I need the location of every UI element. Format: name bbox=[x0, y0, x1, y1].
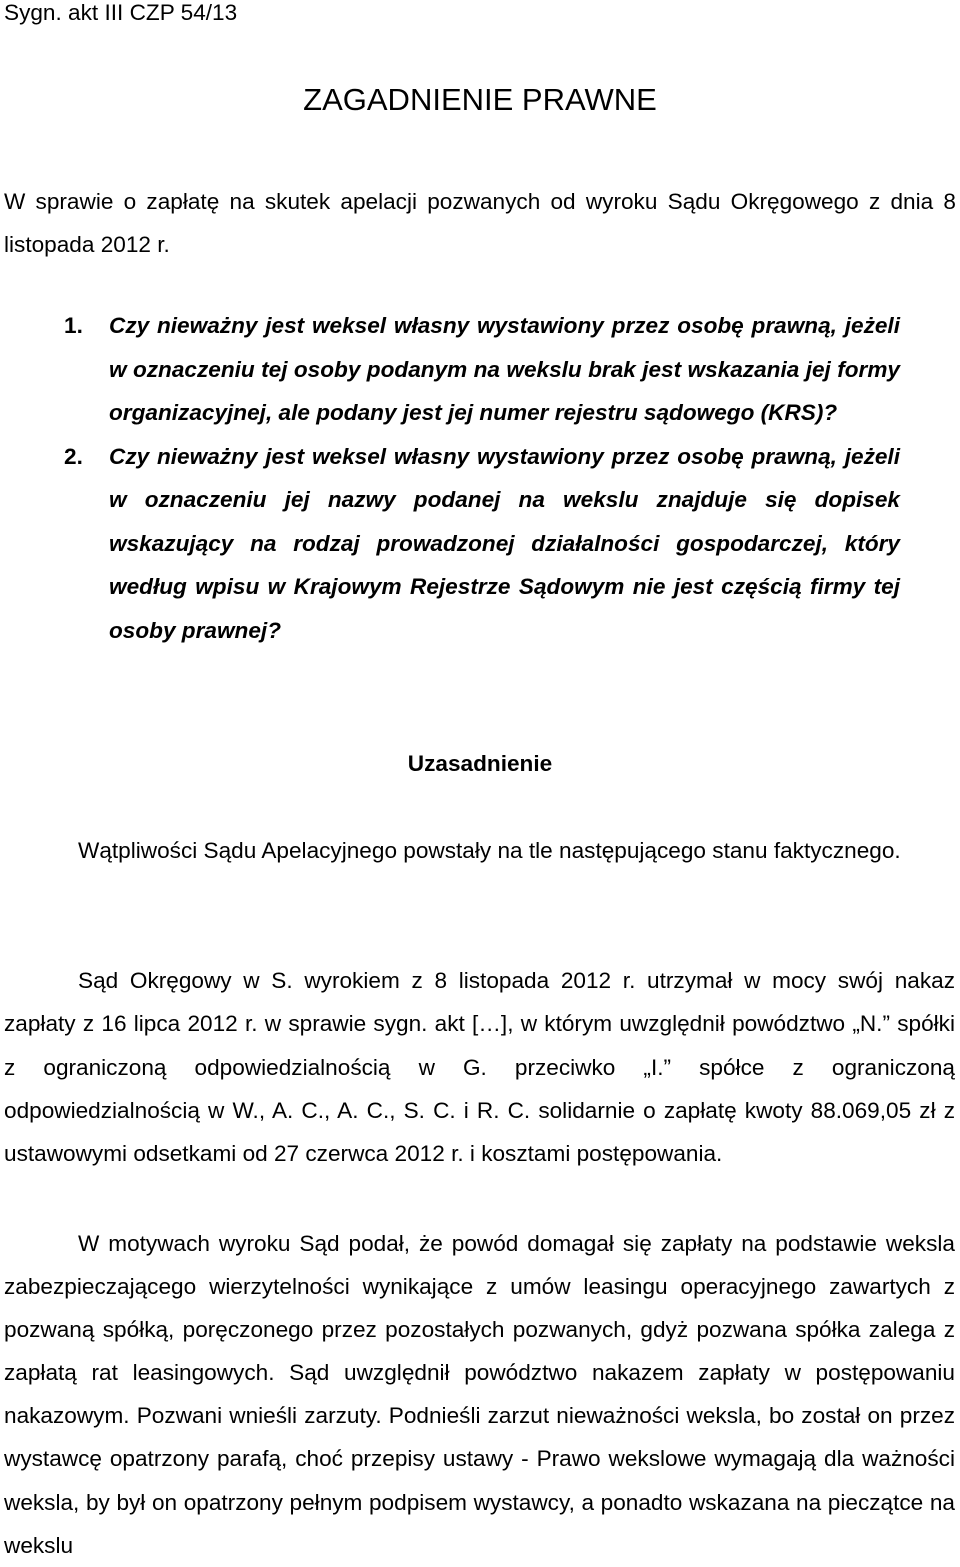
intro-paragraph: W sprawie o zapłatę na skutek apelacji pozwanych od wyroku Sądu Okręgowego z dnia 8 listopada 2012 r. bbox=[4, 189, 956, 257]
legal-questions bbox=[64, 304, 900, 652]
question-item bbox=[64, 435, 900, 653]
question-number: 1. bbox=[64, 313, 83, 338]
case-number: Sygn. akt III CZP 54/13 bbox=[4, 0, 238, 25]
body-paragraph: Wątpliwości Sądu Apelacyjnego powstały na tle następującego stanu faktycznego. bbox=[78, 838, 901, 863]
question-text: Czy nieważny jest weksel własny wystawiony przez osobę prawną, jeżeli w oznaczeniu tej osoby podanym na wekslu brak jest wskazania jej formy organizacyjnej, ale podany jest jej numer rejestru sądowego (KRS)? bbox=[109, 313, 900, 425]
body-paragraph: W motywach wyroku Sąd podał, że powód domagał się zapłaty na podstawie weksla zabezpieczającego wierzytelności wynikające z umów leasingu operacyjnego zawartych z pozwaną spółką, poręczonego przez pozostałych pozwanych, gdyż pozwana spółka zalega z zapłatą rat leasingowych. Sąd uwzględnił powództwo nakazem zapłaty w postępowaniu nakazowym. Pozwani wnieśli zarzuty. Podnieśli zarzut nieważności weksla, bo został on przez wystawcę opatrzony parafą, choć przepisy ustawy - Prawo wekslowe wymagają dla ważności weksla, by był on opatrzony pełnym podpisem wystawcy, a ponadto wskazana na pieczątce na wekslu bbox=[4, 1231, 955, 1558]
question-text: Czy nieważny jest weksel własny wystawiony przez osobę prawną, jeżeli w oznaczeniu jej nazwy podanej na wekslu znajduje się dopisek wskazujący na rodzaj prowadzonej działalności gospodarczej, który według wpisu w Krajowym Rejestrze Sądowym nie jest częścią firmy tej osoby prawnej? bbox=[109, 443, 900, 643]
section-title: Uzasadnienie bbox=[407, 751, 553, 776]
question-item bbox=[64, 304, 900, 435]
question-number: 2. bbox=[64, 443, 83, 469]
document-title: ZAGADNIENIE PRAWNE bbox=[303, 82, 657, 117]
body-paragraph: Sąd Okręgowy w S. wyrokiem z 8 listopada 2012 r. utrzymał w mocy swój nakaz zapłaty z 16 lipca 2012 r. w sprawie sygn. akt […], w którym uwzględnił powództwo „N.” spółki z ograniczoną odpowiedzialnością w G. przeciwko „I.” spółce z ograniczoną odpowiedzialnością w W., A. C., A. C., S. C. i R. C. solidarnie o zapłatę kwoty 88.069,05 zł z ustawowymi odsetkami od 27 czerwca 2012 r. i kosztami postępowania. bbox=[4, 968, 955, 1167]
